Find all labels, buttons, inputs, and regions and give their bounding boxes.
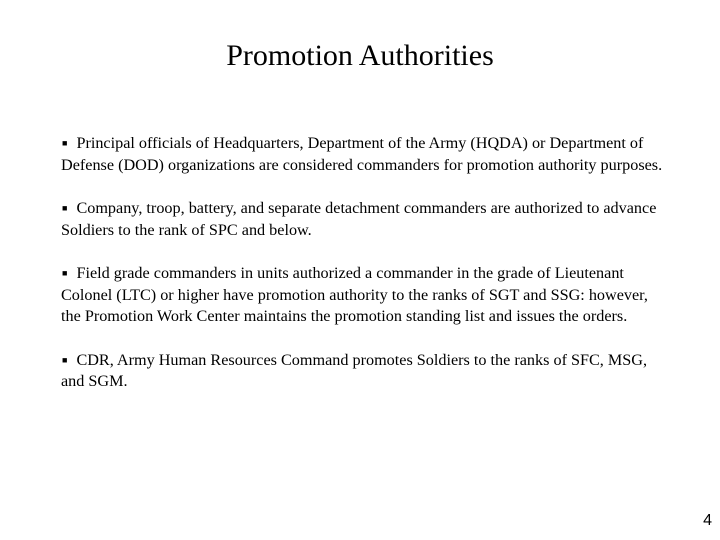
bullet-text: Company, troop, battery, and separate detachment commanders are authorized to advance Soldiers to the rank of SPC and below. xyxy=(61,199,657,239)
bullet-text: CDR, Army Human Resources Command promotes Soldiers to the ranks of SFC, MSG, and SGM. xyxy=(61,350,648,390)
list-item xyxy=(61,198,671,241)
square-bullet-icon: ■ xyxy=(62,138,68,148)
bullet-text: Principal officials of Headquarters, Department of the Army (HQDA) or Department of Defense (DOD) organizations are considered commanders for promotion authority purposes. xyxy=(61,134,663,174)
bullet-list xyxy=(61,133,671,393)
page-number: 4 xyxy=(703,512,712,529)
list-item xyxy=(61,263,671,328)
list-item xyxy=(61,350,671,393)
square-bullet-icon: ■ xyxy=(62,203,68,213)
square-bullet-icon: ■ xyxy=(62,268,68,278)
page-title: Promotion Authorities xyxy=(226,39,494,72)
square-bullet-icon: ■ xyxy=(62,354,68,365)
bullet-text: Field grade commanders in units authorized a commander in the grade of Lieutenant Colonel (LTC) or higher have promotion authority to the ranks of SGT and SSG: however, the Promotion Work Center maintains the promotion standing list and issues the orders. xyxy=(61,264,648,325)
list-item xyxy=(61,133,671,176)
